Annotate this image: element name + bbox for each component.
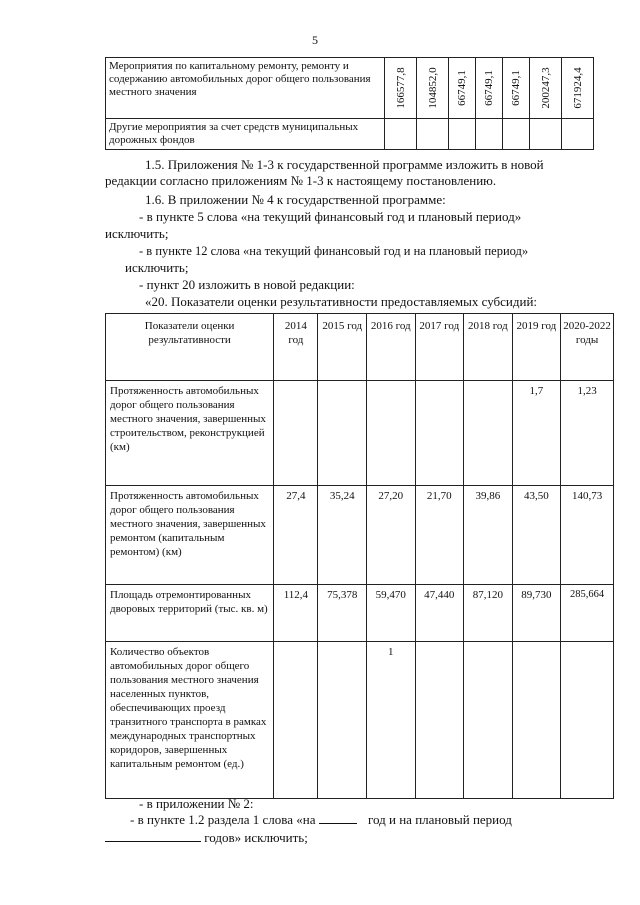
item-20: - пункт 20 изложить в новой редакции: <box>139 277 355 292</box>
funding-table <box>105 57 594 150</box>
table-row <box>106 381 614 486</box>
item-12-line2: исключить; <box>125 260 189 275</box>
table-cell <box>417 119 449 150</box>
item-1-2-part-b: год и на плановый период <box>368 812 512 827</box>
table-cell: 166577,8 <box>385 58 417 119</box>
table-cell: 39,86 <box>464 486 513 585</box>
row-label: Мероприятия по капитальному ремонту, ремонту и содержанию автомобильных дорог общего пользования местного значения <box>106 58 385 119</box>
table-header-row <box>106 314 614 381</box>
table-cell: 27,20 <box>367 486 416 585</box>
table-cell <box>385 119 417 150</box>
table-cell: 66749,1 <box>503 58 530 119</box>
table-row <box>106 585 614 642</box>
table-cell <box>415 381 464 486</box>
table-cell <box>449 119 476 150</box>
table-cell: 59,470 <box>367 585 416 642</box>
table-cell <box>318 381 367 486</box>
table-cell: 21,70 <box>415 486 464 585</box>
column-header: 2019 год <box>512 314 561 381</box>
table-cell: 285,664 <box>561 585 614 642</box>
table-cell: 1,23 <box>561 381 614 486</box>
column-header: 2017 год <box>415 314 464 381</box>
table-cell <box>318 642 367 799</box>
item-1-2-line2 <box>105 830 308 846</box>
table-cell <box>476 119 503 150</box>
table-cell: 671924,4 <box>562 58 594 119</box>
blank-line <box>105 841 201 842</box>
table-row <box>106 486 614 585</box>
table-cell <box>512 642 561 799</box>
column-header: 2016 год <box>367 314 416 381</box>
item-20-title: «20. Показатели оценки результативности предоставляемых субсидий: <box>145 294 538 309</box>
indicators-table <box>105 313 614 799</box>
table-cell: 66749,1 <box>476 58 503 119</box>
item-5-line2: исключить; <box>105 226 169 241</box>
table-row <box>106 58 594 119</box>
page-number: 5 <box>312 33 318 47</box>
table-cell: 27,4 <box>274 486 318 585</box>
appendix-2-line: - в приложении № 2: <box>139 796 254 811</box>
table-cell <box>530 119 562 150</box>
table-cell: 87,120 <box>464 585 513 642</box>
table-cell <box>367 381 416 486</box>
table-cell: 66749,1 <box>449 58 476 119</box>
table-cell <box>561 642 614 799</box>
row-label: Протяженность автомобильных дорог общего пользования местного значения, завершенных строительством, реконструкцией (км) <box>106 381 274 486</box>
table-cell: 89,730 <box>512 585 561 642</box>
table-row <box>106 642 614 799</box>
item-1-2-line1 <box>130 812 512 828</box>
item-1-2-part-c: годов» исключить; <box>204 830 308 845</box>
item-5-line1: - в пункте 5 слова «на текущий финансовый год и плановый период» <box>139 209 522 224</box>
table-cell <box>464 642 513 799</box>
table-cell: 140,73 <box>561 486 614 585</box>
row-label: Площадь отремонтированных дворовых территорий (тыс. кв. м) <box>106 585 274 642</box>
column-header: 2020-2022 годы <box>561 314 614 381</box>
table-cell: 104852,0 <box>417 58 449 119</box>
item-1-2-part-a: - в пункте 1.2 раздела 1 слова «на <box>130 812 316 827</box>
column-header: Показатели оценки результативности <box>106 314 274 381</box>
table-cell <box>415 642 464 799</box>
paragraph-1-5-line2: редакции согласно приложениям № 1-3 к настоящему постановлению. <box>105 173 497 188</box>
column-header: 2014 год <box>274 314 318 381</box>
paragraph-1-5-line1: 1.5. Приложения № 1-3 к государственной программе изложить в новой <box>145 157 544 172</box>
paragraph-1-6: 1.6. В приложении № 4 к государственной программе: <box>145 192 446 207</box>
table-cell <box>274 381 318 486</box>
table-cell <box>274 642 318 799</box>
table-cell <box>464 381 513 486</box>
blank-line <box>319 823 357 824</box>
table-cell: 1 <box>367 642 416 799</box>
row-label: Количество объектов автомобильных дорог общего пользования местного значения населенных пунктов, обеспечивающих проезд транзитного транспорта в рамках международных транспортных коридоров, завершенных капитальным ремонтом (ед.) <box>106 642 274 799</box>
row-label: Протяженность автомобильных дорог общего пользования местного значения, завершенных ремонтом (капитальным ремонтом) (км) <box>106 486 274 585</box>
table-cell: 47,440 <box>415 585 464 642</box>
table-cell: 43,50 <box>512 486 561 585</box>
row-label: Другие мероприятия за счет средств муниципальных дорожных фондов <box>106 119 385 150</box>
table-cell: 35,24 <box>318 486 367 585</box>
table-cell: 112,4 <box>274 585 318 642</box>
table-cell <box>503 119 530 150</box>
table-cell: 1,7 <box>512 381 561 486</box>
table-cell: 75,378 <box>318 585 367 642</box>
column-header: 2015 год <box>318 314 367 381</box>
item-12-line1: - в пункте 12 слова «на текущий финансовый год и на плановый период» <box>139 244 529 258</box>
table-row <box>106 119 594 150</box>
table-cell <box>562 119 594 150</box>
column-header: 2018 год <box>464 314 513 381</box>
table-cell: 200247,3 <box>530 58 562 119</box>
